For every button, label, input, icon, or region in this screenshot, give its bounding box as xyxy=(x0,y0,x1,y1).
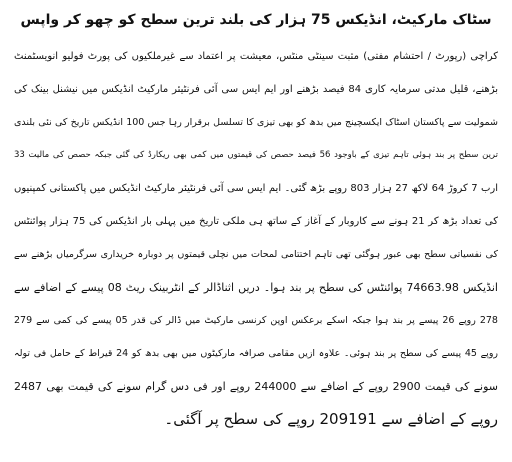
article-line: کی نفسیاتی سطح بھی عبور ہوگئی تھی تاہم اختتامی لمحات میں نچلی قیمتوں پر دوبارہ خریداری سرگرمیاں بڑھنے سے xyxy=(14,249,498,260)
article-line: 278 روپے 26 پیسے پر بند ہوا جبکہ اسکے برعکس اوپن کرنسی مارکیٹ میں ڈالر کی قدر 05 پیسے کی کمی سے 279 xyxy=(14,315,498,326)
article-line: ترین سطح پر بند ہوئی تاہم تیزی کے باوجود 56 فیصد حصص کی قیمتوں میں کمی بھی ریکارڈ کی گئی جبکہ حصص کی مالیت 33 xyxy=(14,150,498,160)
article-line: بڑھنے، قلیل مدتی سرمایہ کاری 84 فیصد بڑھنے اور ایم ایس سی آئی فرنٹیئر مارکیٹ انڈیکس میں نیشنل بینک کی xyxy=(14,84,498,95)
article-line: سونے کی قیمت 2900 روپے کے اضافے سے 244000 روپے اور فی دس گرام سونے کی قیمت بھی 2487 xyxy=(14,380,498,393)
article-line: روپے 45 پیسے کی سطح پر بند ہوئی۔ علاوہ ازیں مقامی صرافہ مارکیٹوں میں بھی بدھ کو 24 قیراط کے حامل فی تولہ xyxy=(14,348,498,359)
article-line: ارب 7 کروڑ 64 لاکھ 27 ہزار 803 روپے بڑھ گئی۔ ایم ایس سی آئی فرنٹیئر مارکیٹ انڈیکس میں پاکستانی کمپنیوں xyxy=(14,183,498,194)
article-line: روپے کے اضافے سے 209191 روپے کی سطح پر آگئی۔ xyxy=(164,410,498,428)
article-line: انڈیکس 74663.98 پوائنٹس کی سطح پر بند ہوا۔ دریں اثناڈالر کے انٹربینک ریٹ 08 پیسے کے اضافے سے xyxy=(14,281,498,294)
article-headline: سٹاک مارکیٹ، انڈیکس 75 ہزار کی بلند ترین سطح کو چھو کر واپس xyxy=(20,12,492,28)
article-line: شمولیت سے پاکستان اسٹاک ایکسچینج میں بدھ کو بھی تیزی کا تسلسل برقرار رہا جس 100 انڈیکس تاریخ کی نئی بلندی xyxy=(14,117,498,128)
article-line: کی تعداد بڑھ کر 21 ہونے سے کاروبار کے آغاز کے ساتھ ہی ملکی تاریخ میں پہلی بار انڈیکس کی 75 ہزار پوائنٹس xyxy=(14,216,498,227)
article-line: کراچی (رپورٹ / احتشام مفتی) مثبت سینٹی منٹس، معیشت پر اعتماد سے غیرملکیوں کی پورٹ فولیو انویسٹمنٹ xyxy=(14,51,498,62)
article-body xyxy=(14,40,498,436)
